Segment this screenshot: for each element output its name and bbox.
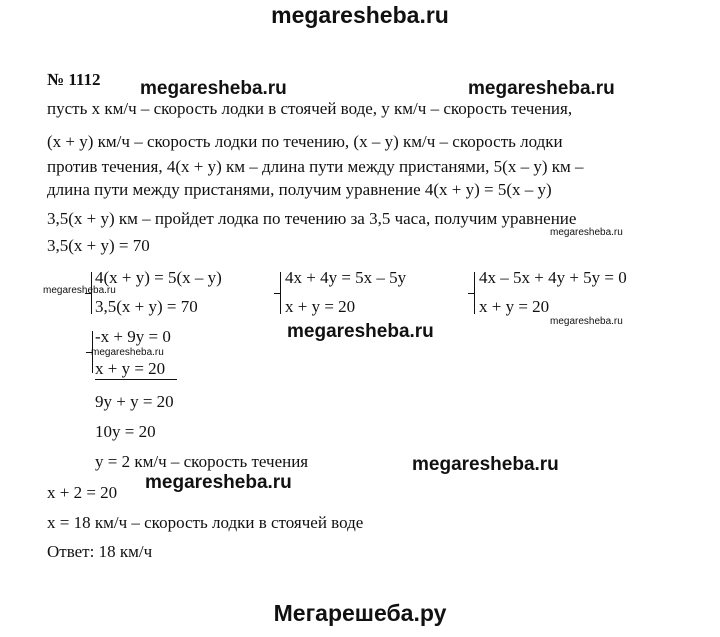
system-equation: х + у = 20 [479,297,550,316]
system-equation: -х + 9у = 0 [95,327,171,346]
answer: Ответ: 18 км/ч [47,542,153,561]
watermark-inline: megaresheba.ru [468,78,615,99]
footer-watermark: Мегарешеба.ру [273,600,447,626]
text-line: 3,5(х + у) км – пройдет лодка по течению за 3,5 часа, получим уравнение [47,209,577,228]
system-equation: х + у = 20 [285,297,356,316]
solution-step: у = 2 км/ч – скорость течения [95,452,309,471]
solution-step: х + 2 = 20 [47,483,118,502]
system-equation: 4х – 5х + 4у + 5у = 0 [479,268,627,287]
watermark-inline: megaresheba.ru [287,321,434,342]
watermark-inline: megaresheba.ru [140,78,287,99]
text-line: (х + у) км/ч – скорость лодки по течению, (х – у) км/ч – скорость лодки [47,132,563,151]
system-equation: 4х + 4у = 5х – 5у [285,268,407,287]
text-line: пусть х км/ч – скорость лодки в стоячей воде, у км/ч – скорость течения, [47,99,573,118]
solution-step: 10у = 20 [95,422,156,441]
text-line: против течения, 4(х + у) км – длина пути между пристанями, 5(х – у) км – [47,157,584,176]
solution-step: х = 18 км/ч – скорость лодки в стоячей воде [47,513,364,532]
header-watermark: megaresheba.ru [271,2,449,28]
watermark-small: megaresheba.ru [43,285,116,296]
problem-number: № 1112 [47,70,101,89]
system-equation: 3,5(х + у) = 70 [95,297,198,316]
watermark-inline: megaresheba.ru [145,472,292,493]
text-line: 3,5(х + у) = 70 [47,236,150,255]
text-line: длина пути между пристанями, получим уравнение 4(х + у) = 5(х – у) [47,180,552,199]
watermark-small: megaresheba.ru [550,316,623,327]
solution-step: 9у + у = 20 [95,392,174,411]
watermark-inline: megaresheba.ru [412,454,559,475]
system-equation: 4(х + у) = 5(х – у) [95,268,222,287]
system-equation: х + у = 20 [95,359,166,378]
watermark-small: megaresheba.ru [91,347,164,358]
watermark-small: megaresheba.ru [550,227,623,238]
